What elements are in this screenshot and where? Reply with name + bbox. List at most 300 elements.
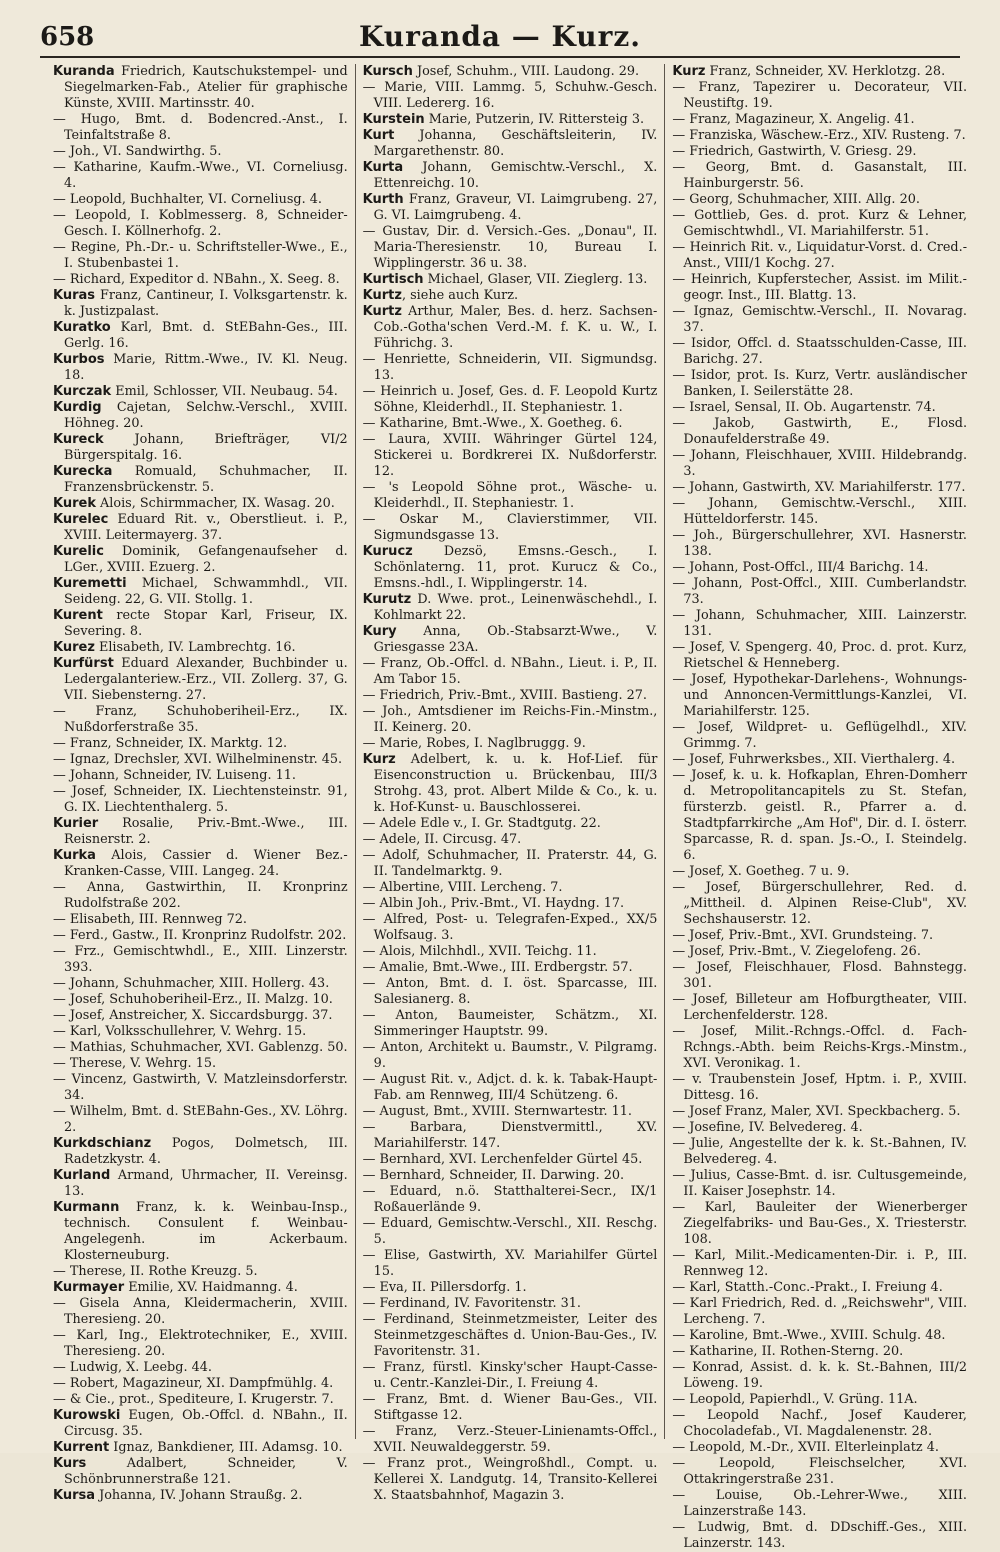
directory-entry [672,240,967,272]
directory-entry [363,1040,658,1072]
directory-entry [363,1216,658,1248]
directory-entry [672,960,967,992]
directory-entry [363,736,658,752]
directory-entry [363,592,658,624]
entry-text: Eduard Alexander, Buchbinder u. Ledergalanteriew.-Erz., VII. Zollerg. 37, G. VII. Siebensterng. 27. [64,656,348,703]
directory-entry [363,1456,658,1504]
directory-entry [53,848,348,880]
entry-text: — Isidor, Offcl. d. Staatsschulden-Casse, III. Barichg. 27. [672,336,968,367]
directory-entry [363,544,658,592]
entry-text: Marie, Putzerin, IV. Rittersteig 3. [424,112,645,127]
directory-entry [363,304,658,352]
entry-text: — Eduard, Gemischtw.-Verschl., XII. Reschg. 5. [362,1216,658,1247]
directory-entry [363,64,658,80]
directory-entry [363,704,658,736]
entry-text: Arthur, Maler, Bes. d. herz. Sachsen-Cob.-Gotha'schen Verd.-M. f. K. u. W., I. Führichg. 3. [373,304,658,351]
entry-surname: Kurs [53,1456,87,1471]
entry-text: — & Cie., prot., Spediteure, I. Krugerstr. 7. [53,1392,334,1407]
directory-entry [672,336,967,368]
directory-entry [53,112,348,144]
entry-text: — Albertine, VIII. Lercheng. 7. [362,880,563,895]
directory-entry [53,1296,348,1328]
entry-text: — Franz, Schneider, IX. Marktg. 12. [53,736,288,751]
directory-entry [672,1360,967,1392]
entry-surname: Kurek [53,496,96,511]
entry-surname: Kurka [53,848,96,863]
directory-entry [53,992,348,1008]
entry-text: — Johann, Gastwirth, XV. Mariahilferstr. 177. [672,480,966,495]
entry-surname: Kurz [672,64,706,79]
entry-surname: Kurucz [362,544,413,559]
entry-surname: Kurta [362,160,404,175]
directory-entry [53,1408,348,1440]
entry-text: D. Wwe. prot., Leinenwäschehdl., I. Kohlmarkt 22. [373,592,658,623]
entry-text: — Josef, X. Goetheg. 7 u. 9. [672,864,850,879]
directory-entry [672,672,967,720]
entry-text: Johanna, Geschäftsleiterin, IV. Margarethenstr. 80. [373,128,658,159]
directory-entry [363,512,658,544]
directory-entry [363,224,658,272]
directory-entry [672,928,967,944]
directory-entry [363,384,658,416]
directory-entry [53,384,348,400]
entry-text: — Franz, Magazineur, X. Angelig. 41. [672,112,915,127]
entry-text: — Katharine, Bmt.-Wwe., X. Goetheg. 6. [362,416,623,431]
entry-text: — Johann, Gemischtw.-Verschl., XIII. Hütteldorferstr. 145. [672,496,968,527]
directory-entry [363,432,658,480]
directory-entry [363,1120,658,1152]
directory-entry [363,1424,658,1456]
directory-entry [672,1488,967,1520]
directory-entry [53,432,348,464]
directory-entry [53,1168,348,1200]
entry-text: — Josef, V. Spengerg. 40, Proc. d. prot. Kurz, Rietschel & Henneberg. [672,640,968,671]
directory-entry [363,1104,658,1120]
entry-text: — Ferd., Gastw., II. Kronprinz Rudolfstr. 202. [53,928,347,943]
entry-text: — Josef, Schuhoberiheil-Erz., II. Malzg. 10. [53,992,333,1007]
entry-text: — Leopold, M.-Dr., XVII. Elterleinplatz 4. [672,1440,939,1455]
entry-text: — Josef, Anstreicher, X. Siccardsburgg. 37. [53,1008,333,1023]
entry-text: — Bernhard, XVI. Lerchenfelder Gürtel 45. [362,1152,643,1167]
directory-entry [672,1024,967,1072]
directory-entry [672,1392,967,1408]
entry-text: — Alfred, Post- u. Telegrafen-Exped., XX/5 Wolfsaug. 3. [362,912,658,943]
directory-entry [672,128,967,144]
entry-text: — Alois, Milchhdl., XVII. Teichg. 11. [362,944,597,959]
directory-entry [53,1488,348,1504]
entry-text: — Heinrich u. Josef, Ges. d. F. Leopold Kurtz Söhne, Kleiderhdl., II. Stephaniestr. 1. [362,384,658,415]
directory-entry [363,480,658,512]
directory-entry [672,208,967,240]
entry-text: — Josef, Priv.-Bmt., XVI. Grundsteing. 7. [672,928,934,943]
entry-surname: Kurland [53,1168,111,1183]
entry-text: — Josef Franz, Maler, XVI. Speckbacherg. 5. [672,1104,961,1119]
directory-entry [53,816,348,848]
entry-text: — Friedrich, Gastwirth, V. Griesg. 29. [672,144,917,159]
directory-entry [672,160,967,192]
directory-entry [672,1408,967,1440]
entry-text: Johann, Briefträger, VI/2 Bürgerspitalg. 16. [64,432,348,463]
entry-text: — Elisabeth, III. Rennweg 72. [53,912,248,927]
entry-text: Friedrich, Kautschukstempel- und Siegelmarken-Fab., Atelier für graphische Künste, XVIII. Martinsstr. 40. [64,64,348,111]
entry-text: — 's Leopold Söhne prot., Wäsche- u. Kleiderhdl., II. Stephaniestr. 1. [362,480,658,511]
directory-entry [363,1008,658,1040]
directory-entry [672,448,967,480]
directory-entry [672,416,967,448]
directory-entry [53,656,348,704]
directory-entry [672,496,967,528]
entry-text: — Josefine, IV. Belvedereg. 4. [672,1120,863,1135]
entry-text: — Elise, Gastwirth, XV. Mariahilfer Gürtel 15. [362,1248,658,1279]
directory-entry [53,1056,348,1072]
entry-text: — Ludwig, X. Leebg. 44. [53,1360,212,1375]
entry-text: — Ludwig, Bmt. d. DDschiff.-Ges., XIII. Lainzerstr. 143. [672,1520,968,1551]
directory-entry [363,128,658,160]
entry-text: — Vincenz, Gastwirth, V. Matzleinsdorferstr. 34. [53,1072,348,1103]
entry-text: — Robert, Magazineur, XI. Dampfmühlg. 4. [53,1376,334,1391]
directory-entry [363,1248,658,1280]
entry-surname: Kury [362,624,397,639]
entry-text: Eugen, Ob.-Offcl. d. NBahn., II. Circusg. 35. [64,1408,348,1439]
directory-entry [53,784,348,816]
directory-entry [363,1072,658,1104]
directory-entry [363,880,658,896]
entry-text: — Marie, Robes, I. Naglbruggg. 9. [362,736,586,751]
directory-entry [672,304,967,336]
entry-text: — Josef, Priv.-Bmt., V. Ziegelofeng. 26. [672,944,921,959]
directory-entry [53,912,348,928]
entry-text: — Joh., Amtsdiener im Reichs-Fin.-Minstm., II. Keinerg. 20. [362,704,658,735]
directory-entry [363,848,658,880]
directory-entry [672,944,967,960]
entry-text: — Adele Edle v., I. Gr. Stadtgutg. 22. [362,816,601,831]
entry-text: — Leopold Nachf., Josef Kauderer, Chocoladefab., VI. Magdalenenstr. 28. [672,1408,968,1439]
directory-entry [363,272,658,288]
entry-text: Eduard Rit. v., Oberstlieut. i. P., XVIII. Leitermayerg. 37. [64,512,348,543]
entry-text: — Henriette, Schneiderin, VII. Sigmundsg. 13. [362,352,658,383]
directory-entry [672,1200,967,1248]
directory-entry [53,320,348,352]
entry-text: — Eduard, n.ö. Statthalterei-Secr., IX/1 Roßauerlände 9. [362,1184,658,1215]
directory-entry [53,512,348,544]
directory-entry [363,416,658,432]
directory-entry [672,1120,967,1136]
entry-text: — Johann, Fleischhauer, XVIII. Hildebrandg. 3. [672,448,968,479]
entry-text: — August, Bmt., XVIII. Sternwartestr. 11. [362,1104,632,1119]
directory-entry [53,736,348,752]
directory-entry [53,1376,348,1392]
directory-entry [672,608,967,640]
directory-entry [672,480,967,496]
entry-text: Alois, Cassier d. Wiener Bez.-Kranken-Casse, VIII. Langeg. 24. [64,848,348,879]
entry-text: Marie, Rittm.-Wwe., IV. Kl. Neug. 18. [64,352,348,383]
entry-text: — Georg, Schuhmacher, XIII. Allg. 20. [672,192,920,207]
directory-entry [672,752,967,768]
directory-entry [672,1456,967,1488]
directory-entry [672,576,967,608]
directory-entry [53,640,348,656]
entry-text: Michael, Glaser, VII. Zieglerg. 13. [423,272,648,287]
entry-text: — Barbara, Dienstvermittl., XV. Mariahilferstr. 147. [362,1120,658,1151]
entry-text: , siehe auch Kurz. [401,288,519,303]
directory-entry [363,1392,658,1424]
directory-entry [53,192,348,208]
directory-entry [53,944,348,976]
entry-text: — Therese, V. Wehrg. 15. [53,1056,217,1071]
entry-text: — Leopold, I. Koblmesserg. 8, Schneider-Gesch. I. Köllnerhofg. 2. [53,208,348,239]
entry-text: — August Rit. v., Adjct. d. k. k. Tabak-Haupt-Fab. am Rennweg, III/4 Schützeng. 6. [362,1072,658,1103]
entry-text: — Anton, Baumeister, Schätzm., XI. Simmeringer Hauptstr. 99. [362,1008,658,1039]
directory-entry [672,112,967,128]
entry-surname: Kurt [362,128,395,143]
directory-entry [363,160,658,192]
entry-text: — Josef, Fuhrwerksbes., XII. Vierthalerg. 4. [672,752,956,767]
entry-text: — Franz, Tapezirer u. Decorateur, VII. Neustiftg. 19. [672,80,968,111]
entry-text: Josef, Schuhm., VIII. Laudong. 29. [412,64,640,79]
entry-text: — Richard, Expeditor d. NBahn., X. Seeg. 8. [53,272,340,287]
directory-entry [363,112,658,128]
entry-surname: Kurutz [362,592,412,607]
entry-surname: Kuras [53,288,96,303]
directory-entry [363,1360,658,1392]
directory-entry [672,640,967,672]
directory-columns [46,64,974,1551]
directory-entry [53,1072,348,1104]
entry-surname: Kureck [53,432,104,447]
entry-text: — Hugo, Bmt. d. Bodencred.-Anst., I. Teinfaltstraße 8. [53,112,348,143]
entry-text: Johann, Gemischtw.-Verschl., X. Ettenreichg. 10. [373,160,658,191]
entry-text: — Franz, fürstl. Kinsky'scher Haupt-Casse- u. Centr.-Kanzlei-Dir., I. Freiung 4. [362,1360,658,1391]
entry-text: Pogos, Dolmetsch, III. Radetzkystr. 4. [64,1136,348,1167]
directory-entry [672,80,967,112]
directory-entry [363,1296,658,1312]
directory-entry [363,976,658,1008]
entry-text: — Marie, VIII. Lammg. 5, Schuhw.-Gesch. VIII. Ledererg. 16. [362,80,658,111]
directory-entry [53,1136,348,1168]
entry-text: — Anton, Architekt u. Baumstr., V. Pilgramg. 9. [362,1040,658,1071]
entry-text: Franz, k. k. Weinbau-Insp., technisch. Consulent f. Weinbau-Angelegenh. im Ackerbaum. Klosterneuburg. [64,1200,348,1263]
entry-text: — Josef, Billeteur am Hofburgtheater, VIII. Lerchenfelderstr. 128. [672,992,968,1023]
entry-surname: Kurmann [53,1200,120,1215]
directory-entry [672,1136,967,1168]
entry-text: — Gustav, Dir. d. Versich.-Ges. „Donau", II. Maria-Theresienstr. 10, Bureau I. Wipplingerstr. 36 u. 38. [362,224,658,271]
directory-entry [53,144,348,160]
directory-entry [363,656,658,688]
entry-text: — Israel, Sensal, II. Ob. Augartenstr. 74. [672,400,936,415]
directory-entry [672,400,967,416]
entry-text: — Gottlieb, Ges. d. prot. Kurz & Lehner, Gemischtwhdl., VI. Mariahilferstr. 51. [672,208,968,239]
entry-surname: Kurowski [53,1408,121,1423]
column-2 [356,64,666,1503]
directory-entry [53,928,348,944]
entry-text: — Leopold, Buchhalter, VI. Corneliusg. 4. [53,192,322,207]
entry-text: — Johann, Schuhmacher, XIII. Lainzerstr. 131. [672,608,968,639]
directory-entry [672,1344,967,1360]
directory-entry [53,1200,348,1264]
directory-entry [53,240,348,272]
entry-text: — Adele, II. Circusg. 47. [362,832,522,847]
entry-text: Dominik, Gefangenaufseher d. LGer., XVIII. Ezuerg. 2. [64,544,348,575]
directory-entry [363,1280,658,1296]
entry-text: Franz, Cantineur, I. Volksgartenstr. k. k. Justizpalast. [64,288,348,319]
entry-surname: Kurkdschianz [53,1136,152,1151]
directory-entry [363,352,658,384]
entry-text: — Karoline, Bmt.-Wwe., XVIII. Schulg. 48. [672,1328,946,1343]
entry-text: Rosalie, Priv.-Bmt.-Wwe., III. Reisnerstr. 2. [64,816,348,847]
entry-text: Elisabeth, IV. Lambrechtg. 16. [94,640,296,655]
entry-text: — Amalie, Bmt.-Wwe., III. Erdbergstr. 57. [362,960,633,975]
entry-surname: Kurelec [53,512,109,527]
entry-surname: Kursa [53,1488,96,1503]
entry-text: — Josef, Hypothekar-Darlehens-, Wohnungs- und Annoncen-Vermittlungs-Kanzlei, VI. Mariahilferstr. 125. [672,672,968,719]
directory-entry [363,816,658,832]
directory-entry [53,1008,348,1024]
entry-text: — Katharine, Kaufm.-Wwe., VI. Corneliusg. 4. [53,160,348,191]
directory-entry [363,1184,658,1216]
directory-entry [672,144,967,160]
entry-surname: Kursch [362,64,413,79]
entry-text: — Anna, Gastwirthin, II. Kronprinz Rudolfstraße 202. [53,880,348,911]
entry-surname: Kurez [53,640,95,655]
directory-entry [672,368,967,400]
entry-text: — Frz., Gemischtwhdl., E., XIII. Linzerstr. 393. [53,944,348,975]
directory-entry [672,528,967,560]
entry-text: Karl, Bmt. d. StEBahn-Ges., III. Gerlg. 16. [64,320,348,351]
directory-entry [53,1392,348,1408]
directory-entry [363,832,658,848]
entry-text: — Laura, XVIII. Währinger Gürtel 124, Stickerei u. Bordkrerei IX. Nußdorferstr. 12. [362,432,658,479]
entry-text: — Adolf, Schuhmacher, II. Praterstr. 44, G. II. Tandelmarktg. 9. [362,848,658,879]
entry-text: Emilie, XV. Haidmanng. 4. [124,1280,298,1295]
entry-text: Armand, Uhrmacher, II. Vereinsg. 13. [64,1168,348,1199]
directory-entry [53,208,348,240]
directory-entry [363,192,658,224]
directory-entry [53,608,348,640]
directory-entry [53,1440,348,1456]
directory-entry [53,64,348,112]
entry-text: — Louise, Ob.-Lehrer-Wwe., XIII. Lainzerstraße 143. [672,1488,968,1519]
column-1 [46,64,356,1503]
entry-text: Michael, Schwammhdl., VII. Seideng. 22, G. VII. Stollg. 1. [64,576,348,607]
directory-entry [53,1024,348,1040]
entry-text: — Ferdinand, IV. Favoritenstr. 31. [362,1296,581,1311]
entry-text: — Leopold, Fleischselcher, XVI. Ottakringerstraße 231. [672,1456,968,1487]
entry-text: — Bernhard, Schneider, II. Darwing. 20. [362,1168,625,1183]
column-3 [665,64,974,1551]
entry-text: — Josef, Fleischhauer, Flosd. Bahnstegg. 301. [672,960,968,991]
entry-text: — Franz, Schuhoberiheil-Erz., IX. Nußdorferstraße 35. [53,704,348,735]
entry-text: — Albin Joh., Priv.-Bmt., VI. Haydng. 17. [362,896,625,911]
entry-surname: Kurtz [362,304,402,319]
entry-text: — Joh., Bürgerschullehrer, XVI. Hasnerstr. 138. [672,528,968,559]
entry-text: — Karl, Milit.-Medicamenten-Dir. i. P., III. Rennweg 12. [672,1248,968,1279]
entry-text: — Heinrich, Kupferstecher, Assist. im Milit.-geogr. Inst., III. Blattg. 13. [672,272,968,303]
entry-text: — Julius, Casse-Bmt. d. isr. Cultusgemeinde, II. Kaiser Josephstr. 14. [672,1168,968,1199]
directory-entry [672,1296,967,1328]
directory-entry [53,400,348,432]
page-number: 658 [40,22,95,52]
entry-surname: Kuranda [53,64,115,79]
directory-entry [672,272,967,304]
directory-entry [363,960,658,976]
entry-text: — Anton, Bmt. d. I. öst. Sparcasse, III. Salesianerg. 8. [362,976,658,1007]
directory-entry [53,288,348,320]
directory-entry [363,1152,658,1168]
entry-text: — Leopold, Papierhdl., V. Grüng. 11A. [672,1392,918,1407]
entry-text: — Regine, Ph.-Dr.- u. Schriftsteller-Wwe., E., I. Stubenbastei 1. [53,240,348,271]
entry-text: — Franz, Verz.-Steuer-Linienamts-Offcl., XVII. Neuwaldeggerstr. 59. [362,1424,658,1455]
directory-entry [672,768,967,864]
directory-entry [672,560,967,576]
running-head: Kuranda — Kurz. [358,20,642,53]
directory-entry [53,544,348,576]
entry-text: — Ferdinand, Steinmetzmeister, Leiter des Steinmetzgeschäftes d. Union-Bau-Ges., IV. Favoritenstr. 31. [362,1312,658,1359]
directory-entry [672,1440,967,1456]
entry-surname: Kurth [362,192,404,207]
directory-entry [672,880,967,928]
entry-text: — Ignaz, Drechsler, XVI. Wilhelminenstr. 45. [53,752,343,767]
entry-text: — Johann, Post-Offcl., XIII. Cumberlandstr. 73. [672,576,968,607]
entry-text: — Oskar M., Clavierstimmer, VII. Sigmundsgasse 13. [362,512,658,543]
entry-text: — Jakob, Gastwirth, E., Flosd. Donaufelderstraße 49. [672,416,968,447]
directory-entry [672,864,967,880]
directory-entry [672,192,967,208]
directory-entry [672,720,967,752]
directory-entry [672,1328,967,1344]
entry-surname: Kurdig [53,400,102,415]
entry-text: — Therese, II. Rothe Kreuzg. 5. [53,1264,258,1279]
entry-text: — Julie, Angestellte der k. k. St.-Bahnen, IV. Belvedereg. 4. [672,1136,968,1167]
page-header [40,16,960,58]
entry-text: — Franziska, Wäschew.-Erz., XIV. Rusteng. 7. [672,128,966,143]
entry-text: Franz, Graveur, VI. Laimgrubeng. 27, G. VI. Laimgrubeng. 4. [373,192,658,223]
entry-text: Alois, Schirmmacher, IX. Wasag. 20. [95,496,335,511]
entry-text: — Joh., VI. Sandwirthg. 5. [53,144,222,159]
entry-text: — Karl, Statth.-Conc.-Prakt., I. Freiung 4. [672,1280,943,1295]
directory-entry [363,624,658,656]
directory-entry [363,288,658,304]
entry-surname: Kurbos [53,352,105,367]
entry-text: — Josef, Milit.-Rchngs.-Offcl. d. Fach-Rchngs.-Abth. beim Reichs-Krgs.-Minstm., XVI. Veronikag. 1. [672,1024,968,1071]
directory-entry [53,1328,348,1360]
entry-text: Anna, Ob.-Stabsarzt-Wwe., V. Griesgasse 23A. [373,624,658,655]
entry-surname: Kurmayer [53,1280,125,1295]
entry-text: — Johann, Schneider, IV. Luiseng. 11. [53,768,296,783]
entry-text: — Mathias, Schuhmacher, XVI. Gablenzg. 50. [53,1040,348,1055]
entry-surname: Kuratko [53,320,111,335]
entry-text: — Ignaz, Gemischtw.-Verschl., II. Novarag. 37. [672,304,968,335]
entry-text: — Karl, Volksschullehrer, V. Wehrg. 15. [53,1024,307,1039]
entry-text: — Georg, Bmt. d. Gasanstalt, III. Hainburgerstr. 56. [672,160,968,191]
entry-text: — Franz, Bmt. d. Wiener Bau-Ges., VII. Stiftgasse 12. [362,1392,658,1423]
directory-entry [672,1072,967,1104]
directory-entry [53,160,348,192]
entry-text: — Franz, Ob.-Offcl. d. NBahn., Lieut. i. P., II. Am Tabor 15. [362,656,658,687]
entry-text: — Josef, Wildpret- u. Geflügelhdl., XIV. Grimmg. 7. [672,720,968,751]
directory-entry [363,688,658,704]
directory-entry [53,576,348,608]
entry-text: — Josef, Bürgerschullehrer, Red. d. „Mittheil. d. Alpinen Reise-Club", XV. Sechshauserstr. 12. [672,880,968,927]
entry-text: Cajetan, Selchw.-Verschl., XVIII. Höhneg. 20. [64,400,348,431]
directory-entry [363,896,658,912]
directory-entry [53,1280,348,1296]
entry-surname: Kurfürst [53,656,114,671]
entry-surname: Kurecka [53,464,113,479]
entry-surname: Kurelic [53,544,104,559]
directory-entry [363,944,658,960]
directory-entry [672,1520,967,1552]
entry-text: recte Stopar Karl, Friseur, IX. Severing. 8. [64,608,348,639]
